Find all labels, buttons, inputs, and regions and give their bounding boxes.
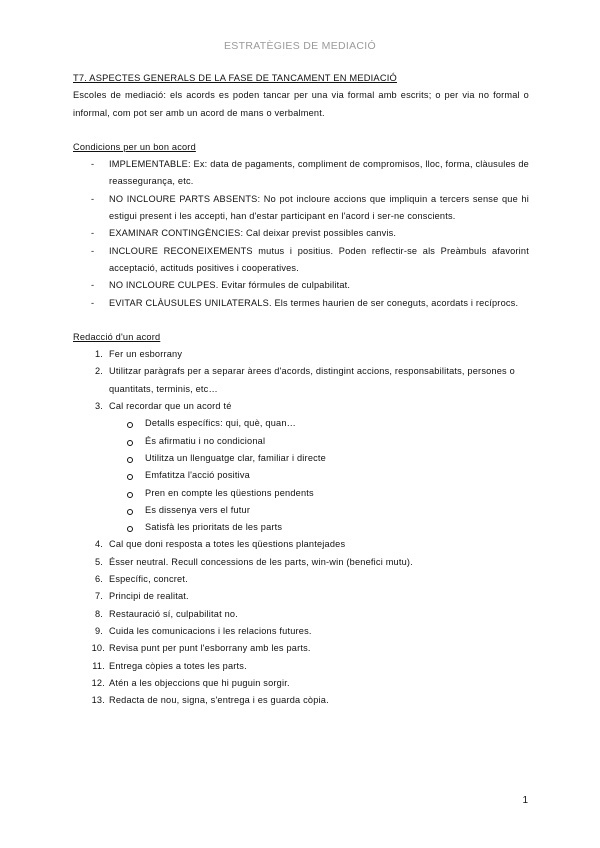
document-body: [73, 70, 529, 709]
list-item: 10. Revisa punt per punt l'esborrany amb les parts.: [91, 643, 311, 654]
circle-bullet-icon: [127, 509, 133, 515]
list-item: 11. Entrega còpies a totes les parts.: [92, 660, 247, 671]
circle-bullet-icon: [127, 474, 133, 480]
list-item: [73, 363, 529, 398]
step-text: Cal recordar que un acord té: [109, 401, 232, 412]
step-number: 2.: [94, 366, 103, 377]
list-item: 9. Cuida les comunicacions i les relacions futures.: [94, 625, 312, 636]
step-number: 3.: [94, 401, 103, 412]
sub-list: [73, 415, 529, 536]
circle-bullet-icon: [127, 457, 133, 463]
list-item: [73, 346, 529, 363]
list-item: - INCLOURE RECONEIXEMENTS mutus i positius. Poden reflectir-se als Preàmbuls afavorint acceptació, actituds positives i cooperatives.: [73, 243, 529, 278]
list-item: [73, 398, 529, 415]
list-item: 8. Restauració sí, culpabilitat no.: [94, 608, 238, 619]
page-number: 1: [522, 795, 528, 806]
list-item: - EXAMINAR CONTINGÈNCIES: Cal deixar previst possibles canvis.: [73, 225, 529, 242]
list-item: 13. Redacta de nou, signa, s'entrega i es guarda còpia.: [91, 695, 329, 706]
list-item: 12. Atén a les objeccions que hi puguin sorgir.: [91, 677, 290, 688]
circle-bullet-icon: [127, 492, 133, 498]
step-text: Utilitzar paràgrafs per a separar àrees d'acords, distingint accions, responsabilitats, persones o quantitats, terminis, etc…: [109, 366, 515, 394]
list-item: Satisfà les prioritats de les parts: [109, 519, 529, 536]
list-item: Emfatitza l'acció positiva: [109, 467, 529, 484]
step-number: 1.: [94, 349, 103, 360]
circle-bullet-icon: [127, 440, 133, 446]
list-item: Pren en compte les qüestions pendents: [109, 485, 529, 502]
list-item: Es dissenya vers el futur: [109, 502, 529, 519]
list-item: És afirmatiu i no condicional: [109, 433, 529, 450]
list-item: 6. Específic, concret.: [94, 574, 188, 585]
list-item: - IMPLEMENTABLE: Ex: data de pagaments, compliment de compromisos, lloc, forma, clàusules de reassegurança, etc.: [73, 156, 529, 191]
list-item: Detalls específics: qui, què, quan…: [109, 415, 529, 432]
drafting-steps-continued: [73, 536, 529, 709]
circle-bullet-icon: [127, 526, 133, 532]
conditions-title: Condicions per un bon acord: [73, 141, 196, 152]
drafting-title: Redacció d'un acord: [73, 331, 161, 342]
intro-paragraph: Escoles de mediació: els acords es poden tancar per una via formal amb escrits; o per via no formal o informal, com pot ser amb un acord de mans o verbalment.: [73, 90, 529, 118]
section-title: T7. ASPECTES GENERALS DE LA FASE DE TANCAMENT EN MEDIACIÓ: [73, 73, 397, 83]
list-item: Utilitza un llenguatge clar, familiar i directe: [109, 450, 529, 467]
list-item: - EVITAR CLÀUSULES UNILATERALS. Els termes haurien de ser coneguts, acordats i recíprocs.: [73, 295, 529, 312]
circle-bullet-icon: [127, 422, 133, 428]
list-item: - NO INCLOURE PARTS ABSENTS: No pot incloure accions que impliquin a tercers sense que hi estigui present i les accepti, han d'estar participant en l'acord i ser-ne conscients.: [73, 191, 529, 226]
list-item: 7. Principi de realitat.: [94, 591, 189, 602]
list-item: - NO INCLOURE CULPES. Evitar fórmules de culpabilitat.: [73, 277, 529, 294]
list-item: 5. Ésser neutral. Recull concessions de les parts, win-win (benefici mutu).: [94, 556, 413, 567]
step-text: Fer un esborrany: [109, 349, 183, 360]
drafting-steps: [73, 346, 529, 415]
list-item: 4. Cal que doni resposta a totes les qüestions plantejades: [94, 539, 346, 550]
conditions-list: [73, 156, 529, 312]
page-header: ESTRATÈGIES DE MEDIACIÓ: [224, 40, 376, 52]
